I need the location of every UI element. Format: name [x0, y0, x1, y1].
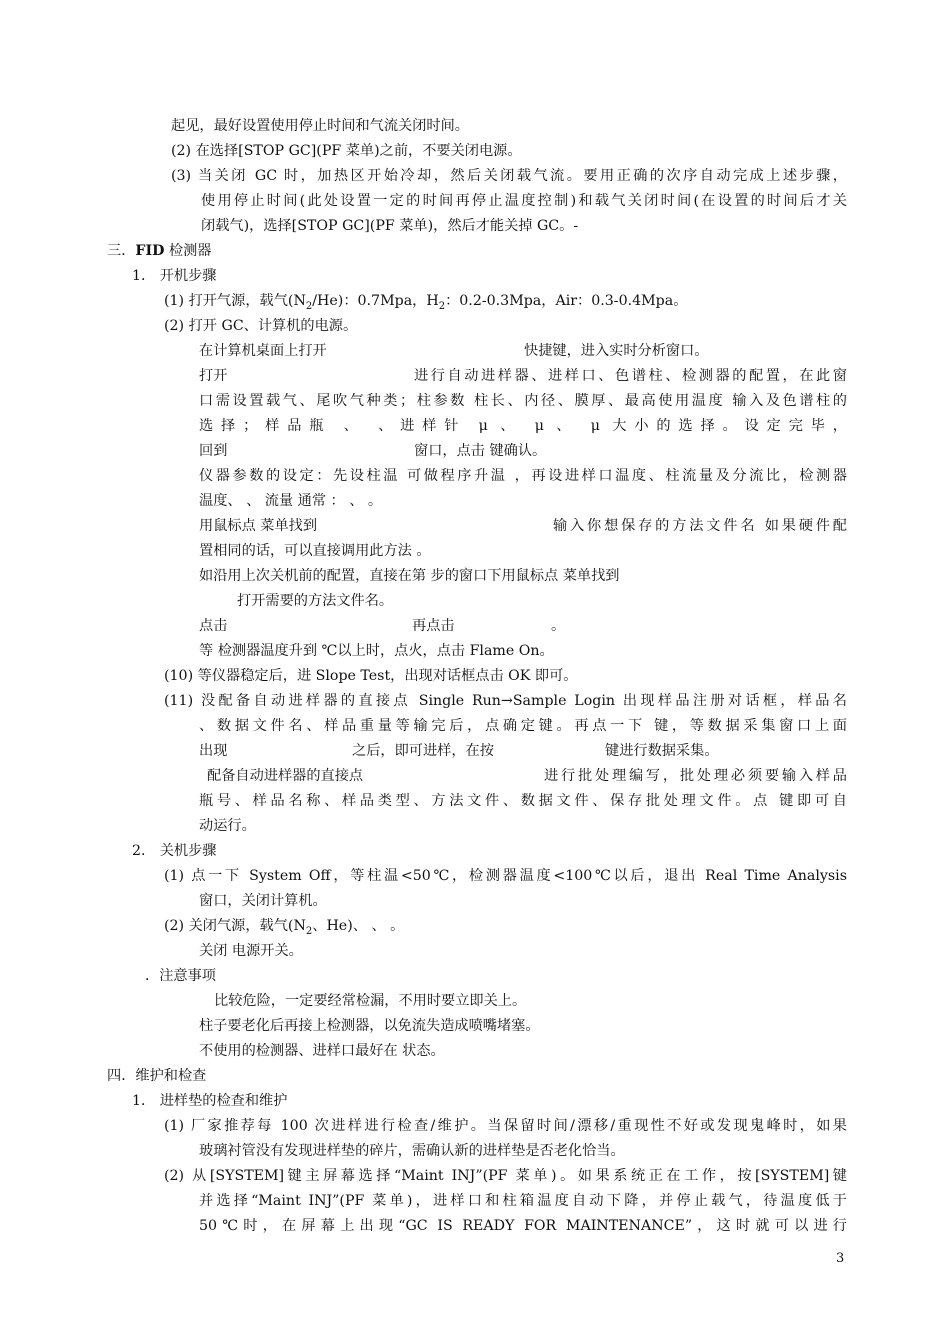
text-line: 置相同的话，可以直接调用此方法 。	[199, 543, 431, 559]
text-run: ：0.2-0.3Mpa，Air：0.3-0.4Mpa。	[445, 293, 688, 309]
text-line: (1) 厂家推荐每 100 次进样进行检查/维护。当保留时间/漂移/重现性不好或发现鬼峰时，如果	[164, 1118, 847, 1134]
text-line: 如沿用上次关机前的配置，直接在第 步的窗口下用鼠标点 菜单找到	[199, 568, 620, 584]
text-line: 出现	[199, 743, 228, 759]
text-line: 玻璃衬管没有发现进样垫的碎片，需确认新的进样垫是否老化恰当。	[199, 1143, 625, 1159]
text-line: 使用停止时间(此处设置一定的时间再停止温度控制)和载气关闭时间(在设置的时间后才关	[201, 193, 847, 209]
text-line: 键进行数据采集。	[605, 743, 719, 759]
text-line: 点击	[199, 618, 228, 634]
subsection-heading: 1． 进样垫的检查和维护	[132, 1093, 288, 1109]
text-line: 关闭 电源开关。	[199, 943, 303, 959]
text-line: 窗口，点击 键确认。	[414, 443, 547, 459]
text-run: (1) 打开气源，载气(N	[164, 293, 306, 309]
text-run: /He)：0.7Mpa，H	[312, 293, 439, 309]
text-line: 窗口，关闭计算机。	[199, 893, 327, 909]
text-line: (3) 当关闭 GC 时，加热区开始冷却，然后关闭载气流。要用正确的次序自动完成上述步骤，	[171, 168, 847, 184]
text-line: (2) 打开 GC、计算机的电源。	[164, 318, 358, 334]
text-run: (2) 关闭气源，载气(N	[164, 918, 306, 934]
text-line: 回到	[199, 443, 228, 459]
text-line: 柱子要老化后再接上检测器，以免流失造成喷嘴堵塞。	[199, 1018, 540, 1034]
text-line: 输入你想保存的方法文件名 如果硬件配	[553, 518, 847, 534]
text-line: 等 检测器温度升到 ℃以上时，点火，点击 Flame On。	[199, 643, 554, 659]
section-number: 三．	[107, 243, 136, 259]
text-line: 打开需要的方法文件名。	[237, 593, 394, 609]
text-line: 进行批处理编写，批处理必须要输入样品	[544, 768, 847, 784]
text-line: 。	[551, 618, 566, 634]
text-line: 选择；样品瓶 、 、进样针 μ 、 μ 、 μ 大小的选择。设定完毕，	[199, 418, 847, 434]
subscript: 2	[305, 300, 313, 312]
text-line: 闭载气)，选择[STOP GC](PF 菜单)，然后才能关掉 GC。-	[201, 218, 579, 234]
text-line: 动运行。	[199, 818, 256, 834]
text-line	[164, 916, 404, 942]
section-title-bold: FID	[135, 243, 165, 259]
section-heading	[107, 241, 211, 261]
text-line: (2) 从[SYSTEM]键主屏幕选择“Maint INJ”(PF 菜单)。如果系统正在工作，按[SYSTEM]键	[164, 1168, 847, 1184]
text-line: 比较危险，一定要经常检漏，不用时要立即关上。	[214, 993, 527, 1009]
text-line: 配备自动进样器的直接点	[207, 768, 364, 784]
section-heading: 四．维护和检查	[107, 1068, 207, 1084]
text-line: 之后，即可进样，在按	[352, 743, 494, 759]
text-line	[164, 291, 687, 317]
text-line: 50℃时，在屏幕上出现“GC IS READY FOR MAINTENANCE”，这时就可以进行	[199, 1218, 847, 1234]
text-line: 打开	[199, 368, 228, 384]
text-line: 并选择“Maint INJ”(PF 菜单)，进样口和柱箱温度自动下降，并停止载气，待温度低于	[199, 1193, 847, 1209]
subscript: 2	[438, 300, 446, 312]
subsection-heading: ．注意事项	[145, 968, 216, 984]
subsection-heading: 1． 开机步骤	[132, 268, 217, 284]
text-line: 瓶号、样品名称、样品类型、方法文件、数据文件、保存批处理文件。点 键即可自	[199, 793, 847, 809]
text-line: 仪器参数的设定：先设柱温 可做程序升温 ，再设进样口温度、柱流量及分流比，检测器	[199, 468, 847, 484]
text-line: 进行自动进样器、进样口、色谱柱、检测器的配置，在此窗	[414, 368, 847, 384]
text-line: (11) 没配备自动进样器的直接点 Single Run→Sample Login 出现样品注册对话框，样品名	[164, 693, 847, 709]
text-line: (2) 在选择[STOP GC](PF 菜单)之前，不要关闭电源。	[171, 143, 522, 159]
text-line: 口需设置载气、尾吹气种类；柱参数 柱长、内径、膜厚、最高使用温度 输入及色谱柱的	[199, 393, 847, 409]
section-title: 检测器	[164, 243, 212, 259]
text-line: 用鼠标点 菜单找到	[199, 518, 318, 534]
page-number: 3	[836, 1251, 845, 1266]
text-line: 起见，最好设置使用停止时间和气流关闭时间。	[171, 118, 469, 134]
text-line: 、数据文件名、样品重量等输完后，点确定键。再点一下 键，等数据采集窗口上面	[199, 718, 847, 734]
text-line: 温度、 、 流量 通常 ： 、 。	[199, 493, 383, 509]
text-line: 在计算机桌面上打开	[199, 343, 327, 359]
text-line: 不使用的检测器、进样口最好在 状态。	[199, 1043, 445, 1059]
text-line: 快捷键，进入实时分析窗口。	[524, 343, 709, 359]
text-line: (10) 等仪器稳定后，进 Slope Test，出现对话框点击 OK 即可。	[164, 668, 578, 684]
text-line: 再点击	[412, 618, 455, 634]
subscript: 2	[305, 925, 313, 937]
subsection-heading: 2． 关机步骤	[132, 843, 217, 859]
text-run: 、He)、 、 。	[312, 918, 405, 934]
text-line: (1) 点一下 System Off，等柱温<50℃，检测器温度<100℃以后，退出 Real Time Analysis	[164, 868, 847, 884]
